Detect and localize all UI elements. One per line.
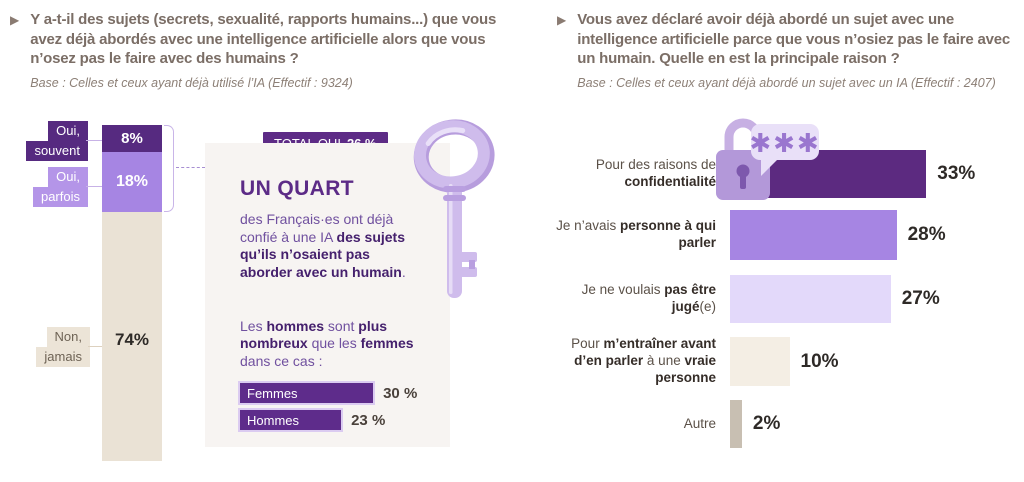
segment-value: 18% [115, 173, 149, 191]
label-line: Oui, [48, 121, 88, 141]
reason-bar [730, 275, 891, 323]
reason-label: Pour m’entraîner avant d’en parler à une vraie personne [571, 336, 716, 385]
reason-value: 10% [800, 350, 839, 372]
total-oui-bracket [164, 125, 174, 212]
reason-bar [730, 210, 897, 260]
reason-row-juge [550, 275, 1024, 323]
gender-mini-chart [238, 381, 450, 432]
reason-label: Je n’avais personne à qui parler [556, 218, 716, 250]
label-line: souvent [26, 141, 88, 161]
dashed-connector [176, 167, 205, 168]
label-oui-souvent [26, 121, 88, 161]
right-base-note: Base : Celles et ceux ayant déjà abordé un sujet avec un IA (Effectif : 2407) [577, 75, 996, 90]
segment-value: 74% [114, 330, 150, 350]
reason-label: Je ne voulais pas être jugé(e) [581, 282, 716, 314]
segment-non-jamais [102, 212, 162, 461]
reason-label: Pour des raisons de confidentialité [595, 157, 716, 189]
label-line: jamais [36, 347, 90, 367]
reason-value: 27% [901, 288, 940, 309]
hommes-bar [238, 408, 343, 432]
key-icon [407, 112, 503, 304]
bar-label: Hommes [247, 412, 300, 428]
gender-row-femmes [238, 381, 450, 405]
callout-gender-intro: Les hommes sont plus nombreux que les femmes dans ce cas : [240, 317, 414, 369]
reason-row-autre [550, 400, 1024, 448]
reason-value: 2% [752, 413, 781, 434]
reason-value: 28% [907, 224, 946, 245]
segment-oui-parfois [102, 152, 162, 213]
left-base-note: Base : Celles et ceux ayant déjà utilisé l’IA (Effectif : 9324) [30, 75, 353, 90]
label-oui-parfois [33, 167, 88, 207]
connector-line [88, 346, 102, 347]
reason-row-personne [550, 210, 1024, 260]
right-question-title: Vous avez déclaré avoir déjà abordé un sujet avec une intelligence artificielle parce que vous n’osiez pas le faire avec un humain. Quelle en est la principale raison ? [577, 11, 1011, 67]
label-non-jamais [36, 327, 90, 367]
reason-value: 33% [937, 163, 976, 184]
reason-label: Autre [683, 415, 716, 431]
gender-row-hommes [238, 408, 450, 432]
bar-value: 30 % [383, 384, 418, 402]
stacked-bar [102, 125, 162, 461]
left-question-title: Y a-t-il des sujets (secrets, sexualité, rapports humains...) que vous avez déjà abordés avec une intelligence artificielle alors que vous n’osez pas le faire avec des humains ? [30, 11, 497, 67]
triangle-bullet-icon: ▶ [10, 13, 20, 27]
reason-bar [730, 400, 742, 448]
padlock-password-icon [703, 110, 825, 202]
callout-heading: UN QUART [240, 177, 355, 200]
label-line: parfois [33, 187, 88, 207]
bar-value: 23 % [351, 411, 386, 429]
reasons-chart [550, 0, 1024, 482]
label-line: Non, [47, 327, 90, 347]
femmes-bar [238, 381, 375, 405]
triangle-bullet-icon: ▶ [557, 13, 567, 27]
callout-paragraph: des Français·es ont déjà confié à une IA des sujets qu’ils n’osaient pas aborder avec un humain. [240, 211, 406, 280]
bar-label: Femmes [247, 385, 298, 401]
label-line: Oui, [48, 167, 88, 187]
connector-line [86, 140, 102, 141]
segment-oui-souvent [102, 125, 162, 152]
connector-line [86, 186, 102, 187]
segment-value: 8% [121, 129, 143, 147]
reason-bar [730, 337, 790, 386]
left-question-header [10, 10, 510, 90]
svg-text:✱✱✱: ✱✱✱ [749, 129, 821, 159]
reason-row-entrainer [550, 337, 1024, 386]
